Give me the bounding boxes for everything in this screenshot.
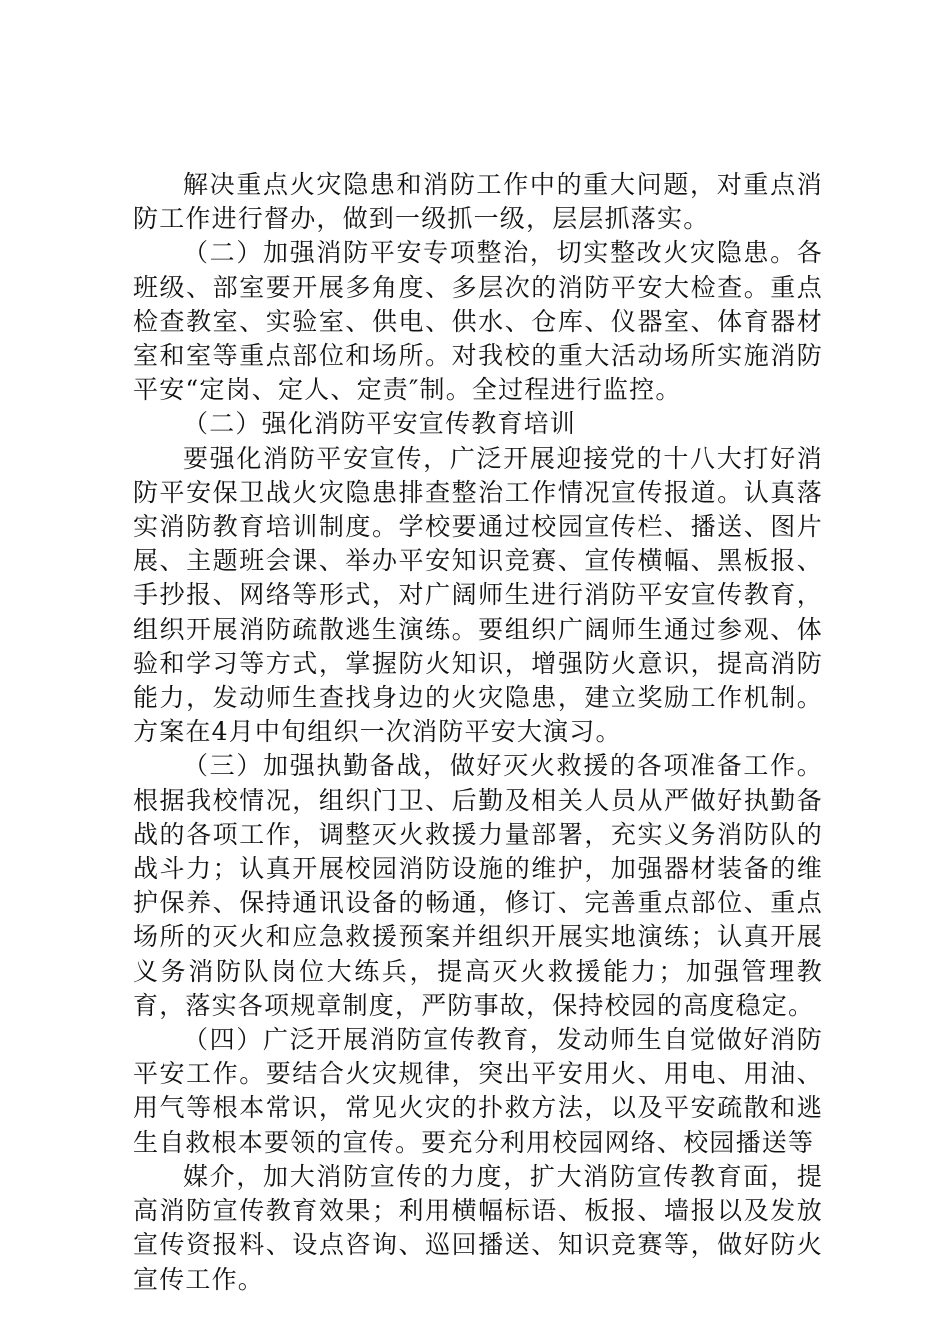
paragraph-3: 要强化消防平安宣传，广泛开展迎接党的十八大打好消防平安保卫战火灾隐患排查整治工作情况宣传报道。认真落实消防教育培训制度。学校要通过校园宣传栏、播送、图片展、主题班会课、举办平安知识竞赛、宣传横幅、黑板报、手抄报、网络等形式，对广阔师生进行消防平安宣传教育，组织开展消防疏散逃生演练。要组织广阔师生通过参观、体验和学习等方式，掌握防火知识，增强防火意识，提高消防能力，发动师生查找身边的火灾隐患，建立奖励工作机制。方案在4月中旬组织一次消防平安大演习。 bbox=[133, 443, 823, 747]
paragraph-4: （三）加强执勤备战，做好灭火救援的各项准备工作。根据我校情况，组织门卫、后勤及相关人员从严做好执勤备战的各项工作，调整灭火救援力量部署，充实义务消防队的战斗力；认真开展校园消防设施的维护，加强器材装备的维护保养、保持通讯设备的畅通，修订、完善重点部位、重点场所的灭火和应急救援预案并组织开展实地演练；认真开展义务消防队岗位大练兵，提高灭火救援能力；加强管理教育，落实各项规章制度，严防事故，保持校园的高度稳定。 bbox=[133, 751, 823, 1020]
paragraph-6: 媒介，加大消防宣传的力度，扩大消防宣传教育面，提高消防宣传教育效果；利用横幅标语、板报、墙报以及发放宣传资报料、设点咨询、巡回播送、知识竞赛等，做好防火宣传工作。 bbox=[133, 1161, 823, 1294]
section-heading: （二）强化消防平安宣传教育培训 bbox=[183, 409, 577, 439]
paragraph-2: （二）加强消防平安专项整治，切实整改火灾隐患。各班级、部室要开展多角度、多层次的消防平安大检查。重点检查教室、实验室、供电、供水、仓库、仪器室、体育器材室和室等重点部位和场所。对我校的重大活动场所实施消防平安“定岗、定人、定责″制。全过程进行监控。 bbox=[133, 238, 823, 405]
document-body bbox=[133, 168, 823, 1297]
paragraph-1: 解决重点火灾隐患和消防工作中的重大问题，对重点消防工作进行督办，做到一级抓一级，层层抓落实。 bbox=[133, 170, 823, 234]
paragraph-5: （四）广泛开展消防宣传教育，发动师生自觉做好消防平安工作。要结合火灾规律，突出平安用火、用电、用油、用气等根本常识，常见火灾的扑救方法，以及平安疏散和逃生自救根本要领的宣传。要充分利用校园网络、校园播送等 bbox=[133, 1025, 823, 1157]
